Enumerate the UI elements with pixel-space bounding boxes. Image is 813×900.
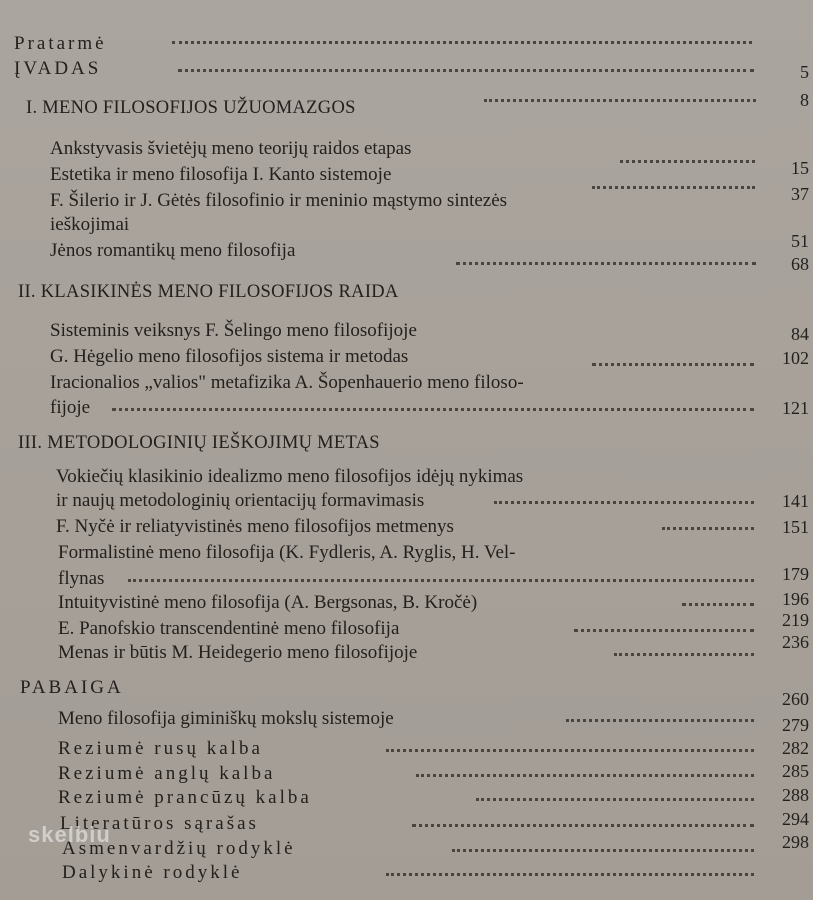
page-number: 179 [782, 564, 809, 584]
toc-entry: Vokiečių klasikinio idealizmo meno filosofijos idėjų nykimas [56, 466, 524, 487]
dot-leader [566, 716, 754, 722]
toc-entry: Reziumė anglų kalba [58, 763, 276, 784]
toc-entry: Meno filosofija giminiškų mokslų sistemoje [58, 708, 394, 729]
page-number: 294 [782, 809, 809, 829]
page-number: 236 [782, 632, 809, 652]
toc-entry: F. Šilerio ir J. Gėtės filosofinio ir meninio mąstymo sintezės [50, 190, 508, 211]
part-3-title: III. METODOLOGINIŲ IEŠKOJIMŲ METAS [18, 433, 380, 453]
toc-entry: Dalykinė rodyklė [62, 862, 243, 883]
dot-leader [128, 576, 754, 582]
dot-leader [592, 360, 754, 366]
page-number: 279 [782, 715, 809, 735]
dot-leader [484, 96, 756, 102]
page-number: 68 [791, 254, 809, 274]
toc-entry: F. Nyčė ir reliatyvistinės meno filosofijos metmenys [56, 516, 454, 537]
part-1-title: I. MENO FILOSOFIJOS UŽUOMAZGOS [26, 98, 356, 118]
page-number: 288 [782, 785, 809, 805]
toc-entry: Jėnos romantikų meno filosofija [50, 240, 296, 261]
page-number: 5 [800, 62, 809, 82]
dot-leader [172, 38, 752, 44]
toc-entry-ivadas: ĮVADAS [14, 58, 102, 79]
toc-entry-pabaiga: PABAIGA [20, 677, 124, 698]
page-number: 8 [800, 90, 809, 110]
toc-entry: Iracionalios „valios" metafizika A. Šopenhauerio meno filoso- [50, 372, 524, 393]
page-number: 196 [782, 589, 809, 609]
page-number: 285 [782, 761, 809, 781]
toc-entry: E. Panofskio transcendentinė meno filosofija [58, 618, 400, 639]
page-number: 84 [791, 324, 809, 344]
dot-leader [592, 183, 755, 189]
page-number: 282 [782, 738, 809, 758]
page-number: 37 [791, 184, 809, 204]
toc-entry-continuation: ir naujų metodologinių orientacijų formavimasis [56, 490, 425, 511]
dot-leader [476, 795, 754, 801]
page-number: 51 [791, 231, 809, 251]
dot-leader [614, 650, 754, 656]
dot-leader [112, 405, 754, 411]
toc-entry: Intuityvistinė meno filosofija (A. Bergsonas, B. Kročė) [58, 592, 478, 613]
toc-entry: Reziumė prancūzų kalba [58, 787, 312, 808]
toc-entry-pratarme: Pratarmė [14, 33, 107, 54]
toc-entry-continuation: fijoje [50, 397, 91, 418]
toc-entry: Reziumė rusų kalba [58, 738, 263, 759]
page-number: 141 [782, 491, 809, 511]
dot-leader [412, 821, 754, 827]
toc-entry: Menas ir būtis M. Heidegerio meno filosofijoje [58, 642, 418, 663]
dot-leader [494, 498, 754, 504]
dot-leader [574, 626, 754, 632]
page-number: 219 [782, 610, 809, 630]
dot-leader [682, 600, 754, 606]
dot-leader [452, 846, 754, 852]
dot-leader [178, 66, 754, 72]
toc-entry: Literatūros sąrašas [60, 813, 259, 834]
toc-entry: Formalistinė meno filosofija (K. Fydleris, A. Ryglis, H. Vel- [58, 542, 516, 563]
part-2-title: II. KLASIKINĖS MENO FILOSOFIJOS RAIDA [18, 282, 399, 302]
watermark-logo: skelbiu [28, 822, 111, 847]
dot-leader [662, 524, 754, 530]
toc-entry: Ankstyvasis švietėjų meno teorijų raidos etapas [50, 138, 412, 159]
page-number: 260 [782, 689, 809, 709]
dot-leader [416, 771, 754, 777]
toc-entry: Estetika ir meno filosofija I. Kanto sistemoje [50, 164, 392, 185]
page-number: 15 [791, 158, 809, 178]
page-number: 102 [782, 348, 809, 368]
dot-leader [620, 157, 755, 163]
page-number: 298 [782, 832, 809, 852]
toc-entry-continuation: flynas [58, 568, 105, 589]
page-number: 151 [782, 517, 809, 537]
toc-entry: Asmenvardžių rodyklė [62, 838, 296, 859]
toc-entry-continuation: ieškojimai [50, 214, 130, 235]
page-number: 121 [782, 398, 809, 418]
dot-leader [386, 870, 754, 876]
dot-leader [456, 259, 756, 265]
toc-entry: Sisteminis veiksnys F. Šelingo meno filosofijoje [50, 320, 417, 341]
dot-leader [386, 746, 754, 752]
toc-entry: G. Hėgelio meno filosofijos sistema ir metodas [50, 346, 409, 367]
